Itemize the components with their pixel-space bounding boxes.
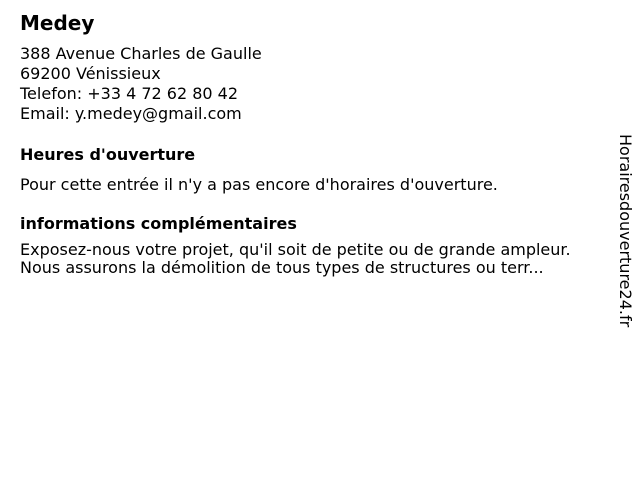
contact-block bbox=[20, 44, 595, 124]
business-name: Medey bbox=[20, 11, 95, 35]
opening-hours-heading: Heures d'ouverture bbox=[20, 145, 196, 164]
address-city: 69200 Vénissieux bbox=[20, 64, 161, 83]
additional-info-description: Exposez-nous votre projet, qu'il soit de petite ou de grande ampleur. bbox=[20, 240, 571, 259]
address-street: 388 Avenue Charles de Gaulle bbox=[20, 44, 262, 63]
opening-hours-text: Pour cette entrée il n'y a pas encore d'horaires d'ouverture. bbox=[20, 175, 498, 194]
additional-info-heading: informations complémentaires bbox=[20, 214, 297, 233]
phone-number: Telefon: +33 4 72 62 80 42 bbox=[20, 84, 239, 103]
business-card bbox=[20, 11, 595, 278]
additional-info-description-more: Nous assurons la démolition de tous types de structures ou terr... bbox=[20, 258, 544, 277]
site-watermark: Horairesdouverture24.fr bbox=[616, 134, 635, 328]
email-address: Email: y.medey@gmail.com bbox=[20, 104, 242, 123]
